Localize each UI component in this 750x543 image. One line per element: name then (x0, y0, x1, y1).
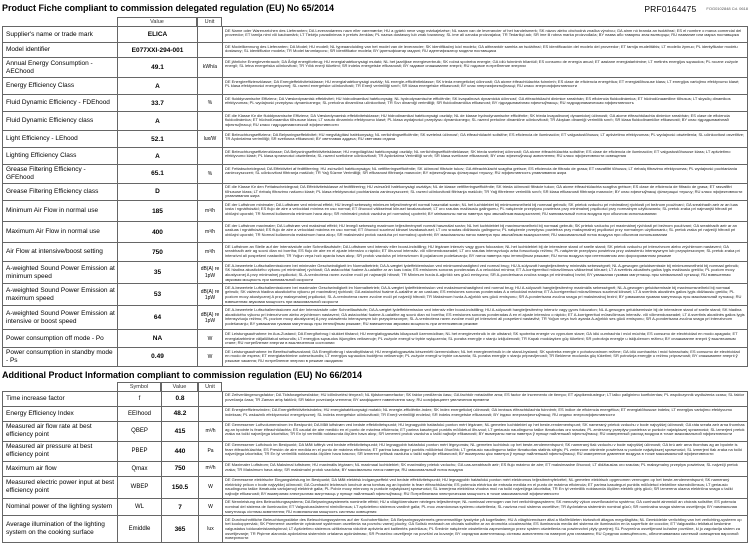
row-description: DE Modellkennung des Lieferanten; DA Model; HU modell; NL typeaanduiding van het model van de leverancier; SK identifikačný kód modelu; GA aitheantóir samhla an tsoláthraí; ES identificación del modelo del proveedor; ET tarnija mudelitähis; LT modelio žymuo; PL identyfikator modelu dostawcy; SL identifikator modela; TR Model tanımlayıcısı; SR identifikator modela; BY ідэнтыфікатар мадэлі; RU идентификатор модели поставщика (225, 43, 738, 54)
row-value: A (118, 112, 198, 130)
table-row (3, 27, 747, 43)
row-label: Power consumption off mode - Po (3, 330, 118, 347)
row-label: Light Efficiency - LEhood (3, 131, 118, 147)
row-description: DE Leistungsaufnahme im Aus-Zustand; DA Energiforbrug i slukket tilstand; HU energiafogyasztás kikapcsolt üzemmódban; NL het energieverbruik in de uitstand; SK spotreba energie vo vypnutom stave; GA ídiú cumhachta i mód múchta; ES consumo de electricidad en modo apagado; ET energiatarbimine väljalülitatud seisundis; LT energijos sąnaudos išjungties veiksenoje; PL zużycie energii w trybie wyłączenia; SL poraba energije v stanju izključenosti; TR Kapalı moddayken güç tüketimi; SR potrošnja energije u isključenom režimu; BY спажыванне энергіі ў выключаным стане; RU потребление энергии в выключенном состоянии (225, 330, 738, 346)
row-unit: % (198, 95, 223, 111)
row-description: DE A-bewertete Luftschallemissionen bei minimaler Geschwindigkeit im Normalbetrieb; DA A-vægtet lydeffektemission ved minimumshastighed ved normal brug; HU A-súlyozott hangteljesítmény minimális sebességnél; NL A-gewogen geluidsemissie bij minimumsnelheid bij normaal gebruik; SK hladina akustického výkonu pri minimálnej rýchlosti; GA astaíochtaí fuaime A-ualaithe ar an luas íosta; ES emisiones sonoras ponderadas A a velocidad mínima; ET A-korrigeeritud müravõimsus väikseimal kiirusel; LT A svertinis akustinės galios lygis mažiausiu greičiu; PL poziom mocy akustycznej A przy minimalnej prędkości; SL A-vrednotena raven zvočne moči pri najmanjši hitrosti; TR Minimum hızda A-ağırlıklı ses gücü emisyonu; SR A-ponderisana zvučna snaga pri minimalnoj brzini; BY узважаная гукавая магутнасць пры мінімальнай хуткасці; RU взвешенная звуковая мощность при минимальной скорости (225, 262, 740, 282)
row-unit: m³/h (199, 422, 223, 441)
row-value: 35 (118, 262, 198, 283)
row-description: DE der Luftstrom minimaler; DA Luftstrøm ved minimal effekt; HU levegő sebesség minimum teljesítménynél normál használat során; NL het luchtdebiet bij minimumsnelheid bij normaal gebruik; SK prietok vzduchu pri minimálnej rýchlosti pri bežnom používaní; GA sreabhadh aeir ar an luas íosta i ngnáthúsáid; ES flujo de aire a velocidad mínima en uso normal; ET õhuvool väikseimal kiirusel tavakasutusel; LT oro srautas mažiausiu galingumu; PL natężenie przepływu powietrza przy minimalnej prędkości przy normalnym użytkowaniu; SL pretok zraka pri najmanjši hitrosti pri običajni uporabi; TR Normal kullanımda minimum hava akışı; SR minimalni protok vazduha pri normalnoj upotrebi; BY мінімальны паток паветра пры звычайным выкарыстанні; RU минимальный поток воздуха при обычном использовании (225, 201, 738, 216)
row-description: DE Fettabscheidegrad; DA Effektivitet af fedtfiltrering; HU zsírszűrő hatékonysága; NL vetfilteringsefficiëntie; SK účinnosť filtrácie tukov; GA éifeachtúlacht scagtha gréisce; ES eficiencia de filtrado de grasa; ET rasvafiltri tõhusus; LT riebalų filtravimo efektyvumas; PL wydajność pochłaniania zanieczyszczeń; SL učinkovitost filtriranja maščob; TR Yağ Süzme Verimliliği; SR efikasnost filtriranja masnoće; BY эфектыўнасць фільтрацыі тлушчу; RU эффективность улавливания жира (225, 165, 737, 176)
row-value: 185 (118, 201, 198, 221)
row-label: Measured electric power input at best efficiency point (3, 477, 118, 498)
row-symbol: f (118, 392, 162, 406)
row-value: 64 (118, 306, 198, 329)
row-value: A (118, 78, 198, 94)
row-unit: lux (199, 516, 223, 542)
row-unit: m³/h (198, 222, 223, 242)
table-row (3, 407, 747, 422)
row-description: DE die Klasse für den Fettabscheidegrad; DA Effektivitetsklasse af fedtfiltrering; HU zsírszűrő hatékonysági osztálya; NL de klasse vetfilteringsefficiëntie; SK trieda účinnosti filtrácie tukov; GA aicme éifeachtúlachta scagtha gréisce; ES clase de eficiencia de filtrado de grasa; ET rasvafiltri tõhususe klass; LT riebalų filtravimo našumo klasė; PL klasa efektywności pochłaniania zanieczyszczeń; SL razred učinkovitosti filtriranja maščob; TR Yağ filtreleme verimlilik sınıfı; SR klasa efikasnosti filtriranja masnoće; BY клас эфектыўнасці фільтрацыі тлушчу; RU класс эффективности улавливания жира (225, 184, 743, 199)
row-label: Nominal power of the lighting system (3, 499, 118, 516)
row-unit: kWh/a (198, 58, 223, 77)
table-row (3, 43, 747, 58)
column-header-unit: Unit (197, 17, 222, 26)
row-label: Fluid Dynamic Efficiency class (3, 112, 118, 130)
row-unit (198, 148, 223, 164)
table-row (3, 330, 747, 348)
row-label: Grease Filtering Efficiency - GFEhood (3, 165, 118, 183)
row-label: Fluid Dynamic Efficiency - FDEhood (3, 95, 118, 111)
row-symbol: PBEP (118, 442, 162, 461)
document-number: PRF0164475 (644, 4, 697, 14)
row-label: Annual Energy Consumption - AEChood (3, 58, 118, 77)
row-description: DE Nennleistung des Beleuchtungssystems; DA Belysningssystemets nominelle effekt; HU a világítórendszer névleges teljesítménye; NL nominaal vermogen van het verlichtingssysteem; SK menovitý výkon osvetľovacieho systému; GA cumhacht ainmniúil an chórais soilsithe; ES potencia nominal del sistema de iluminación; ET Valgustussüsteemi nimivõimsus; LT apšvietimo sistemos vardinė galia; PL moc znamionowa systemu oświetlenia; SL nazivna moč sistema osvetlitve; TR Aydınlatma sisteminin nominal gücü; SR nominalna snaga sistema osvetljenja; BY намінальная магутнасць сістэмы асвятлення; RU номинальная мощность системы освещения (225, 499, 738, 514)
table-row (3, 348, 747, 366)
row-description: DE Gemessener Luftdruck im Bestpunkt; DA Målt lufttryk ved bedste effektivitetspunkt; HU legnagyobb hatásfokú ponton mért légnyomás; NL gemeten luchtdruk op het beste-rendementspunt; SK nameraný tlak vzduchu v bode najvyššej účinnosti; GA brú aeir arna thomhas ag an bpointe is fearr éifeachtúlachta; ES Presión de aire medida en el punto de máxima eficiencia; ET parima kasuteguri punktis mõõdetud õhurõhk; LT geriausio naudingumo taške išmatuotas statinis slėgis; PL zmierzone ciśnienie powietrza w punkcie największej sprawności; SL izmerjeni tlak zraka na točki največjega izkoristka; TR En iyi verimlilik noktasında ölçülen hava basıncı; SR izmereni pritisak vazduha u tački najbolje efikasnosti; BY вымераны ціск паветра ў пункце найлепшай эфектыўнасці; RU измеренное давление воздуха в точке максимальной эффективности (225, 442, 743, 457)
row-unit: Pa (199, 442, 223, 461)
row-label: Minimum Air Flow in normal use (3, 201, 118, 221)
row-label: A-weighted Sound Power Emission at maximum speed (3, 284, 118, 305)
row-description: DE Zeitverlängerungsfaktor; DA Tidsforøgelsesfaktor; HU időnövelési tényező; NL tijdstoenamefactor; SK faktor predĺženia času; GA fachtóir méadaithe ama; ES factor de incremento de tiempo; ET ajapikendustegur; LT laiko pailginimo koeficientas; PL współczynnik wydłużenia czasu; SL faktor povečanja časa; TR Zaman artış faktörü; SR faktor povećanja vremena; BY каэфіцыент павелічэння часу; RU коэффициент увеличения времени (225, 392, 745, 402)
row-value: 48.2 (162, 407, 199, 421)
row-unit: m³/h (198, 201, 223, 221)
row-value: E077XXI-294-001 (118, 43, 198, 57)
table-row (3, 95, 747, 112)
row-label: Model identifier (3, 43, 118, 57)
row-description: DE Energieeffizienzindex; DA Energieffektivitetsindeks; HU energiahatékonysági mutató; NL energie-efficiëntie-index; SK index energetickej účinnosti; GA innéacs éifeachtúlachta fuinnimh; ES índice de eficiencia energética; ET energiatõhususe indeks; LT energijos vartojimo efektyvumo indeksas; PL wskaźnik efektywności energetycznej; SL indeks energetske učinkovitosti; TR Enerji verimliliği endeksi; SR indeks energetske efikasnosti; BY індэкс энергаэфектыўнасці; RU индекс энергоэффективности (225, 407, 733, 417)
row-label: Air Flow at intensive/boost setting (3, 243, 118, 261)
row-symbol: EEIhood (118, 407, 162, 421)
row-unit (199, 407, 223, 421)
row-description: DE Beleuchtungseffizienzklasse; DA Belysningseffektivitetsklasse; HU megvilágítási hatékonysági osztály; NL verlichtingsefficiëntieklasse; SK trieda svetelnej účinnosti; GA aicme éifeachtúlachta soilsithe; ES clase de eficiencia de iluminación; ET valgustustõhususe klass; LT apšvietimo efektyvumo klasė; PL klasa sprawności oświetlenia; SL razred svetlobne učinkovitosti; TR Aydınlatma Verimliliği sınıfı; SR klasa svetlosne efikasnosti; BY клас эфектыўнасці асвятлення; RU класс эффективности освещения (225, 148, 731, 159)
row-description: DE Beleuchtungseffizienz; DA Belysningseffektivitet; HU megvilágítási hatékonyság; NL verlichtingsefficiëntie; SK svetelná účinnosť; GA éifeachtúlacht soilsithe; ES eficiencia de iluminación; ET valgustustõhusus; LT apšvietimo efektyvumas; PL wydajność oświetlenia; SL učinkovitost osvetlitve; TR Aydınlatma verimliliği; SR svetlosna efikasnost; BY светлавая аддача; RU световая отдача (225, 131, 745, 142)
table-row (3, 165, 747, 184)
row-unit: W (198, 330, 223, 347)
row-symbol: QBEP (118, 422, 162, 441)
row-label: Supplier's name or trade mark (3, 27, 118, 42)
row-label: Lighting Efficiency Class (3, 148, 118, 164)
table-row (3, 112, 747, 131)
row-description: DE die Klasse für die fluiddynamische Effizienz; DA Væskedynamisk effektivitetsklasse; HU hidrodinamikai hatékonysági osztály; NL de klasse hydrodynamische efficiëntie; SK trieda kvapalinovej dynamickej účinnosti; GA aicme éifeachtúlachta dinimice sreabhán; ES clase de eficiencia fluidodinámica; ET hüdrodünaamika tõhususe klass; LT srauto dinaminio efektyvumo klasė; PL klasa wydajności przepływu dynamicznego; SL razred pretočne dinamične učinkovitosti; TR Akışkan dinamiği verimlilik sınıfı; SR klasa fluidodinamičke efikasnosti; BY клас гідрадынамічнай эфектыўнасці; RU класс гидродинамической эффективности (225, 112, 730, 127)
column-header-value: Value (117, 17, 197, 26)
document-code: FOG0102848 Cd. 0618 (706, 6, 748, 11)
row-value: 750 (118, 243, 198, 261)
row-unit: W (198, 348, 223, 366)
table-row (3, 442, 747, 462)
row-symbol: WL (118, 499, 162, 516)
row-value: 150.5 (162, 477, 199, 498)
table-row (3, 284, 747, 306)
row-unit: dB(A) re 1pW (198, 262, 223, 283)
row-value: 0.8 (162, 392, 199, 406)
table-row (3, 306, 747, 330)
row-symbol: WBEP (118, 477, 162, 498)
additional-section-title: Additional Product Information compliant to commission regulation (EU) No 66/2014 (2, 369, 363, 380)
row-symbol: Emiddle (118, 516, 162, 542)
row-unit (198, 112, 223, 130)
row-unit (198, 184, 223, 201)
row-label: Energy Efficiency Class (3, 78, 118, 94)
table-row (3, 201, 747, 222)
table-row (3, 184, 747, 202)
row-label: A-weighted Sound Power Emission at intensive or boost speed (3, 306, 118, 329)
column-header-symbol: Symbol (117, 382, 161, 391)
table-row (3, 462, 747, 477)
column-header-unit: Unit (198, 382, 222, 391)
row-value: D (118, 184, 198, 201)
document-header (2, 3, 748, 17)
row-description: DE jährliche Energieverbrauch; DA Årligt energiforbrug; HU energiahatékonysági mutató; NL het jaarlijkse energieverbruik; SK ročná spotreba energie; GA ídiú fuinnimh bliantúil; ES consumo de energía anual; ET aastane energiatarbimine; LT metinės energijos sąnaudos; PL roczne zużycie energii; SL letna energetska učinkovitost; TR Yıllık enerji tüketimi; SR indeks energetske efikasnosti; BY гадавое спажыванне энергіі; RU годовое потребление энергии (225, 58, 739, 69)
table-row (3, 243, 747, 262)
row-unit (199, 392, 223, 406)
row-value: 400 (118, 222, 198, 242)
row-label: Measured air flow rate at best efficiency point (3, 422, 118, 441)
row-value: 415 (162, 422, 199, 441)
table-row (3, 477, 747, 499)
table-row (3, 422, 747, 442)
page-title: Product Fiche compliant to commission delegated regulation (EU) No 65/2014 (2, 3, 335, 13)
row-value: 440 (162, 442, 199, 461)
row-value: 0.49 (118, 348, 198, 366)
row-label: A-weighted Sound Power Emission at minimum speed (3, 262, 118, 283)
row-value: 52.1 (118, 131, 198, 147)
row-label: Grease Filtering Efficiency class (3, 184, 118, 201)
row-unit: m³/h (199, 462, 223, 476)
row-label: Average illumination of the lighting system on the cooking surface (3, 516, 118, 542)
row-value: 7 (162, 499, 199, 516)
table-row (3, 516, 747, 542)
row-unit: % (198, 165, 223, 183)
row-description: DE Name oder Warenzeichen des Lieferanten; DA Leverandørens navn eller varemærke; HU a gyártó neve vagy márkajelzése; NL naam van de leverancier of het handelsmerk; SK názov alebo obchodná značka výrobcu; GA ainm nó branda an tsoláthraí; ES el nombre o marca comercial del proveedor; ET tarnija nimi või kaubamärk; LT Tiekėjo pavadinimas ir prekės ženklas; PL nazwa dostawcy lub znak towarowy; SL ime ali oznaka proizvajalca; TR Tedarikçi adı; SR ime ili robna marka proizvođača; BY назва або таварны знак вытворцы; RU название или марка поставщика (225, 27, 742, 38)
row-value: ELICA (118, 27, 198, 42)
row-unit: W (199, 499, 223, 516)
row-value: 65.1 (118, 165, 198, 183)
row-value: A (118, 148, 198, 164)
row-unit (198, 78, 223, 94)
row-label: Time increase factor (3, 392, 118, 406)
row-unit: dB(A) re 1pW (198, 284, 223, 305)
row-description: DE Energieeffizienzklasse; DA Energieffektivitetsklasse; HU energiahatékonysági osztály; NL energie-efficiëntieklasse; SK trieda energetickej účinnosti; GA aicme éifeachtúlachta fuinnimh; ES clase de eficiencia energética; ET energiatõhususe klass; LT energijos vartojimo efektyvumo klasė; PL klasa efektywności energetycznej; SL razred energetske učinkovitosti; TR Enerji verimliliği sınıfı; SR klasa energetske efikasnosti; BY клас энергаэфектыўнасці; RU класс энергоэффективности (225, 78, 740, 89)
table-row (3, 262, 747, 284)
row-value: 365 (162, 516, 199, 542)
row-description: DE Leistungsaufnahme im Bereitschaftszustand; DA Energiforbrug i standbytilstand; HU energiafogyasztás készenléti üzemmódban; NL het energieverbruik in de stand-bystand; SK spotreba energie v pohotovostnom režime; GA ídiú cumhachta i mód fuireachais; ES consumo de electricidad en modo de espera; ET energiatarbimine ooteseisundis; LT energijos sąnaudos budėjimo veiksenoje; PL zużycie energii w trybie czuwania; SL poraba energije v stanju pripravljenosti; TR Bekleme modunda güç tüketimi; SR potrošnja energije u režimu pripravnosti; BY спажыванне энергіі ў рэжыме чакання; RU потребление энергии в режиме ожидания (225, 348, 740, 363)
row-label: Maximum air flow (3, 462, 118, 476)
row-value: NA (118, 330, 198, 347)
table-row (3, 499, 747, 517)
row-description: DE Gemessene elektrische Eingangsleistung im Bestpunkt; DA Målt elektrisk indgangseffekt ved bedste effektivitetspunkt; HU legnagyobb hatásfokú ponton mért elektromos teljesítményfelvétel; NL gemeten elektrisch opgenomen vermogen op het beste-rendementspunt; SK nameraný elektrický príkon v bode najvyššej účinnosti; GA Cumhacht leictreach ionchuir arna tomhas ag an bpointe is fearr éifeachtúlachta; ES potencia eléctrica de entrada medida en el punto de máxima eficiencia; ET parima kasuteguri punktis mõõdetud elektriline sisendvõimsus; LT geriausio naudingumo taške išmatuota vartojamoji elektrinė galia; PL Pobór mocy mierzony w punkcie największej sprawności; SL izmerjena električna vhodna moč na točki največjega izkoristka; TR En iyi verimlilik noktasında ölçülen elektrik giriş gücü; SR izmerena ulazna električna snaga u tački najbolje efikasnosti; BY вымераная электрычная магутнасць у пункце найлепшай эфектыўнасці; RU Потребляемая электрическая мощность в точке максимальной эффективности (225, 477, 733, 497)
row-unit: dB(A) re 1pW (198, 306, 223, 329)
row-label: Measured air pressure at best efficiency point (3, 442, 118, 461)
row-unit (198, 27, 223, 42)
row-label: Power consumption in standby mode - Ps (3, 348, 118, 366)
row-value: 750 (162, 462, 199, 476)
table-row (3, 131, 747, 148)
row-description: DE Gemessener Luftvolumenstrom im Bestpunkt; DA Målt luftstrøm ved bedste effektivitetspunkt; HU legnagyobb hatásfokú ponton mért légáram; NL gemeten luchtdebiet op het beste-rendementspunt; SK nameraný prietok vzduchu v bode najvyššej účinnosti; GA ráta sreafa aeir arna thomhas ag an bpointe is fearr éifeachtúlachta; ES caudal de aire medido en el punto de máxima eficiencia; ET parima kasuteguri punktis mõõdetud õhuvool; LT geriausio naudingumo taške išmatuotas oro srautas; PL zmierzony przepływ powietrza w punkcie największej sprawności; SL izmerjeni pretok zraka na točki največjega izkoristka; TR En iyi verimlilik noktasında ölçülen hava akışı; SR izmereni protok vazduha u tački najbolje efikasnosti; BY вымераны паток паветра ў пункце найлепшай эфектыўнасці; RU измеренный расход воздуха в точке максимальной эффективности (225, 422, 745, 437)
row-unit: lux/W (198, 131, 223, 147)
column-header-value: Value (161, 382, 198, 391)
row-description: DE Luftstrom an Stelle auf der Intensivstufe oder Schnelllaufstufe; DA Luftstrøm ved intensiv eller boost-indstilling; HU légáram intenzív vagy gyors fokozaton; NL het luchtdebiet bij de intensieve stand of snelle stand; SK prietok vzduchu pri intenzívnom alebo zrýchlenom nastavení; GA sreabhadh aeir ag socrú dian nó borrtha; ES flujo de aire en el ajuste intensivo o rápido; ET õhuvool intensiiv- või võimendusseadel; LT oro srautas intensyviuoju arba forsuotuoju režimu; PL natężenie przepływu powietrza przy ustawieniu intensywnym lub przyspieszonym; SL pretok zraka pri intenzivni ali pospešeni nastavitvi; TR Yoğun veya hızlı ayarda hava akışı; SR protok vazduha pri intenzivnom ili pojačanom podešavanju; BY паток паветра пры інтэнсіўным рэжыме; RU поток воздуха при интенсивном или форсированном режиме (225, 243, 740, 258)
fiche-table-column-headers (117, 17, 748, 26)
additional-table-column-headers (117, 382, 748, 391)
table-row (3, 222, 747, 243)
row-label: Energy Efficiency Index (3, 407, 118, 421)
row-description: DE fluiddynamische Effizienz; DA Væskedynamisk effektivitet; HU hidrodinamikai hatékonyság; NL hydrodynamische efficiëntie; SK kvapalinová dynamická účinnosť; GA éifeachtúlacht dinimice sreabhán; ES eficiencia fluidodinámica; ET hüdrodünaamiline tõhusus; LT skysčių dinamikos efektyvumas; PL wydajność przepływu dynamicznego; SL pretočna dinamična učinkovitost; TR Sıvı dinamiği verimliliği; SR fluidodinamička efikasnost; BY гідрадынамічная эфектыўнасць; RU гидродинамическая эффективность (225, 95, 731, 106)
row-description: DE Maximaler Luftstrom; DA Maksimal luftstrøm; HU maximális légáram; NL maximaal luchtdebiet; SK maximálny prietok vzduchu; GA uas-sreabhadh aeir; ES flujo máximo de aire; ET maksimaalne õhuvool; LT didžiausias oro srautas; PL maksymalny przepływ powietrza; SL največji pretok zraka; TR Maksimum hava akışı; SR maksimalni protok vazduha; BY максімальны паток паветра; RU максимальный поток воздуха (225, 462, 738, 472)
row-symbol: Qmax (118, 462, 162, 476)
table-row (3, 148, 747, 165)
row-label: Maximum Air Flow in normal use (3, 222, 118, 242)
row-description: DE A-bewertete Luftschallemissionen bei maximaler Geschwindigkeit im Normalbetrieb; DA A-vægtet lydeffektemission ved maksimumshastighed ved normal brug; HU A-súlyozott hangteljesítmény maximális sebességnél; NL A-gewogen geluidsemissie bij maximumsnelheid bij normaal gebruik; SK vážená hladina akustického výkonu pri maximálnej rýchlosti; GA astaíochtaí fuaime A-ualaithe ar an uasluas; ES emisiones sonoras ponderadas A a velocidad máxima; ET A-korrigeeritud müravõimsus suurimal kiirusel; LT A svertinis akustinės galios lygis didžiausiu greičiu; PL poziom mocy akustycznej A przy maksymalnej prędkości; SL A-vrednotena raven zvočne moči pri največji hitrosti; TR Maksimum hızda A-ağırlıklı ses gücü emisyonu; SR A-ponderisana zvučna snaga pri maksimalnoj brzini; BY узважаная гукавая магутнасць пры максімальнай хуткасці; RU взвешенная звуковая мощность при максимальной скорости (225, 284, 742, 304)
row-value: 53 (118, 284, 198, 305)
product-fiche-table (2, 26, 748, 367)
row-unit (198, 43, 223, 57)
row-value: 33.7 (118, 95, 198, 111)
additional-info-table (2, 391, 748, 543)
row-unit: m³/h (198, 243, 223, 261)
row-description: DE der Luftstrom maximaler; DA Luftstrøm ved maksimal effekt; HU levegő sebesség maximum teljesítménynél normál használat során; NL het luchtdebiet bij maximumsnelheid bij normaal gebruik; SK prietok vzduchu pri maximálnej rýchlosti pri bežnom používaní; GA sreabhadh aeir ar an uasluas i ngnáthúsáid; ES flujo de aire a velocidad máxima en uso normal; ET õhuvool suurimal kiirusel tavakasutusel; LT oro srautas didžiausiu galingumu; PL natężenie przepływu powietrza przy maksymalnej prędkości przy normalnym użytkowaniu; SL pretok zraka pri največji hitrosti pri običajni uporabi; TR Normal kullanımda maksimum hava akışı; SR maksimalni protok vazduha pri normalnoj upotrebi; BY максімальны паток паветра пры звычайным выкарыстанні; RU максимальный поток воздуха при обычном использовании (225, 222, 738, 237)
table-row (3, 58, 747, 78)
row-unit: W (199, 477, 223, 498)
table-row (3, 392, 747, 407)
row-value: 49.1 (118, 58, 198, 77)
row-description: DE Durchschnittliche Beleuchtungsstärke des Beleuchtungssystems auf der Kochoberfläche; DA Belysningssystemets gennemsnitlige lysstyrke på kogefladen; HU A világítórendszer által a főzőfelületen biztosított átlagos megvilágítás; NL Gemiddelde verlichting van het verlichting-systeem op het kookoppervlak; SK Priemerné osvetlenie vytvárané systémom osvetlenia na povrchu varnej plochy; GA Soilsiú meánach an chórais soilsithe ar an dromchla cócaireachta; ES iluminancia media del sistema de iluminación en la superficie de cocción; ET Valgusstiku tekitatud keskmine valgustatus toiduvalmistamispinnal; LT Apšvietimo sistemos užtikrinama vidutinė apšvieta ant kaitlentės paviršiaus; PL Średnie natężenie oświetlenia zapewnianego przez system oświetlenia na powierzchni płyty grzejnej; SL Povprečna osvetljenost kuhalne površine, ki jo zagotavlja sistem za osvetljevanje; TR Pişirme alanında aydınlatma sisteminin ortalama aydınlatması; SR Prosečno osvetljenje na površini za kuvanje; BY сярэдняя асветленасць сістэмы асвятлення на паверхні для гатавання; RU Средняя освещённость, обеспечиваемая системой освещения варочной поверхности (225, 516, 742, 541)
table-row (3, 78, 747, 95)
row-description: DE A-bewertete Luftschallemissionen auf der Intensivstufe oder Schnelllaufstufe; DA A-vægtet lydeffektemission ved intensiv eller boost-indstilling; HU A-súlyozott hangteljesítmény intenzív vagy gyors fokozaton; NL A-gewogen geluidsemissie bij de intensieve stand of snelle stand; SK hladina akustického výkonu pri intenzívnom alebo zrýchlenom nastavení; GA astaíochtaí fuaime A-ualaithe ag socrú dian nó borrtha; ES emisiones sonoras ponderadas A en el ajuste intensivo o rápido; ET A-korrigeeritud müravõimsus intensiiv- või võimendusseadel; LT A svertinis akustinės galios lygis intensyviuoju režimu; PL poziom mocy akustycznej A przy ustawieniu intensywnym lub przyspieszonym; SL A-vrednotena raven zvočne moči pri intenzivni ali pospešeni nastavitvi; TR Yoğun veya hızlı ayarda A-ağırlıklı ses gücü emisyonu; SR A-ponderisana zvučna snaga pri intenzivnom podešavanju; BY узважаная гукавая магутнасць пры інтэнсіўным рэжыме; RU взвешенная звуковая мощность при интенсивном режиме (225, 306, 745, 326)
